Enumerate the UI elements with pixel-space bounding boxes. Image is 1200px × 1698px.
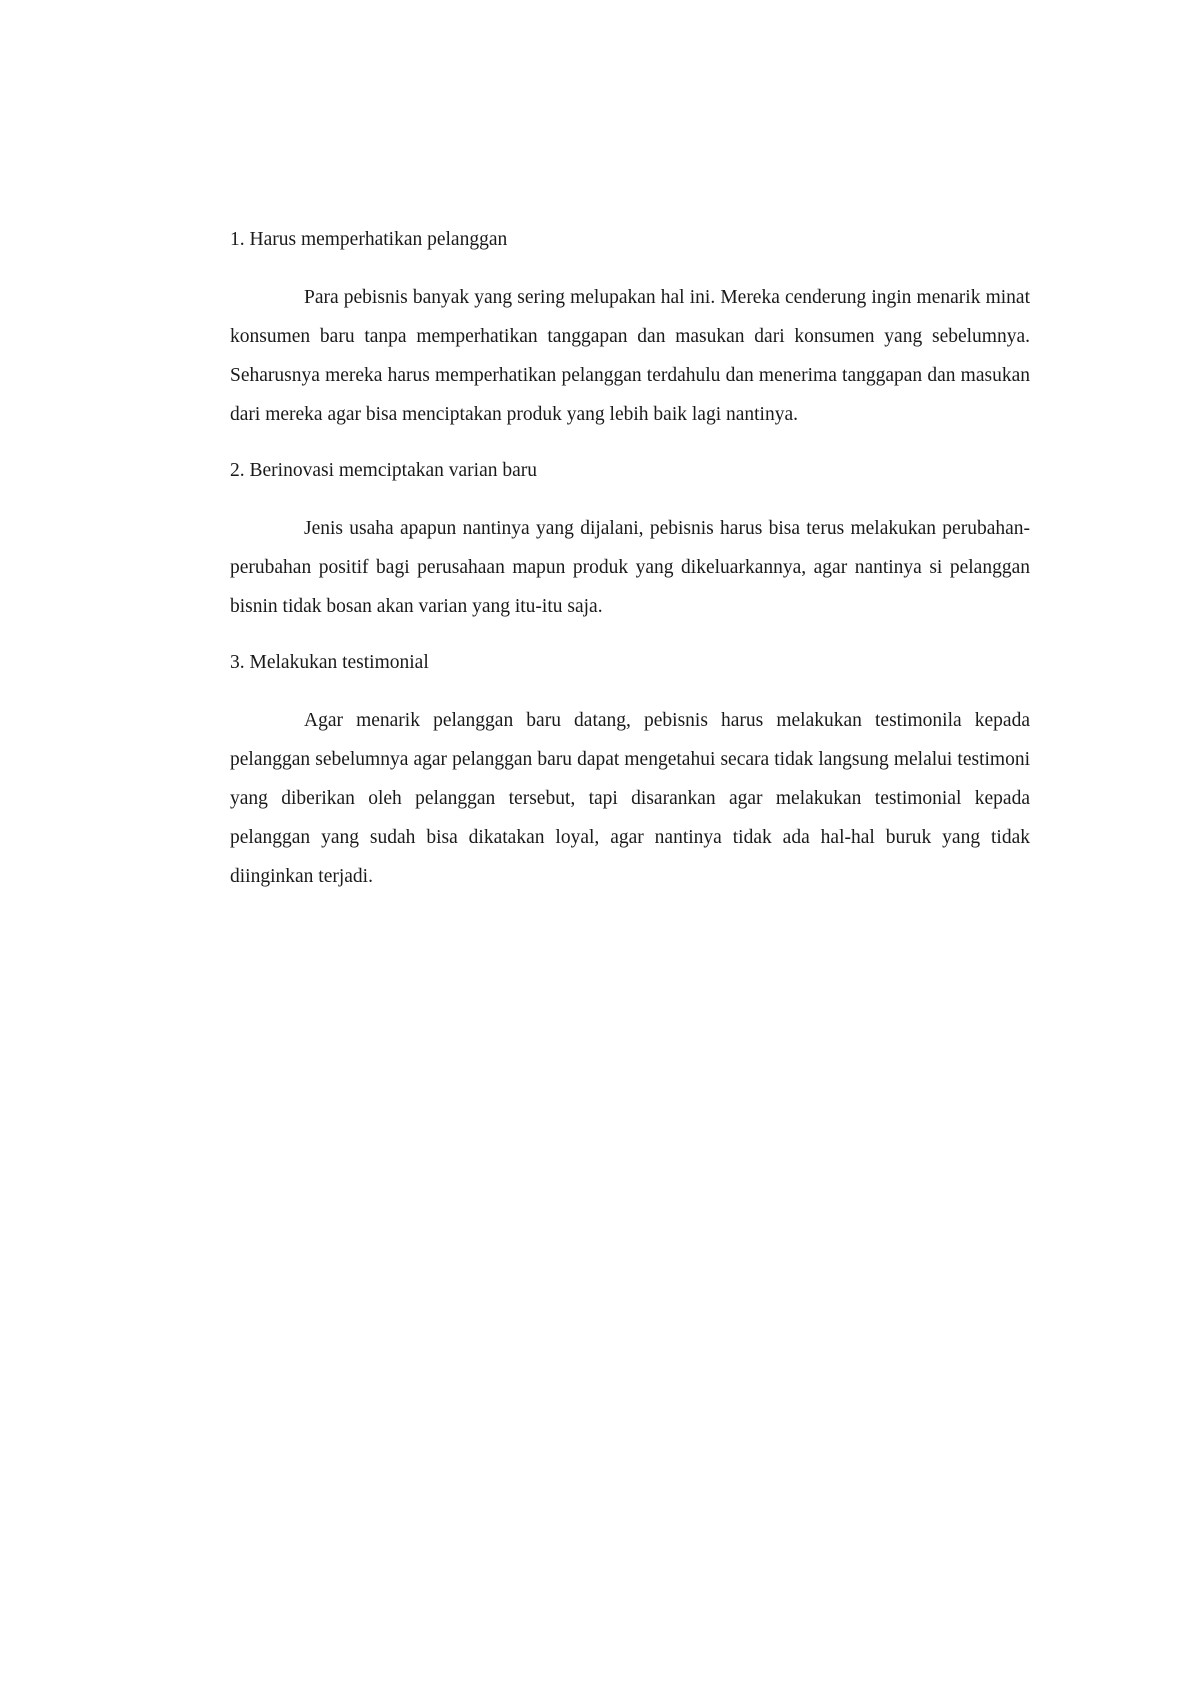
section-paragraph: Jenis usaha apapun nantinya yang dijalani, pebisnis harus bisa terus melakukan perubahan-perubahan positif bagi perusahaan mapun produk yang dikeluarkannya, agar nantinya si pelanggan bisnin tidak bosan akan varian yang itu-itu saja. xyxy=(230,518,1030,617)
section-1 xyxy=(230,220,1030,434)
section-heading: 1. Harus memperhatikan pelanggan xyxy=(230,229,508,250)
section-heading: 3. Melakukan testimonial xyxy=(230,652,429,673)
section-3 xyxy=(230,643,1030,896)
section-2 xyxy=(230,451,1030,626)
section-heading: 2. Berinovasi memciptakan varian baru xyxy=(230,460,538,481)
document-page xyxy=(230,220,1030,913)
section-paragraph: Agar menarik pelanggan baru datang, pebisnis harus melakukan testimonila kepada pelanggan sebelumnya agar pelanggan baru dapat mengetahui secara tidak langsung melalui testimoni yang diberikan oleh pelanggan tersebut, tapi disarankan agar melakukan testimonial kepada pelanggan yang sudah bisa dikatakan loyal, agar nantinya tidak ada hal-hal buruk yang tidak diinginkan terjadi. xyxy=(230,710,1030,887)
section-paragraph: Para pebisnis banyak yang sering melupakan hal ini. Mereka cenderung ingin menarik minat konsumen baru tanpa memperhatikan tanggapan dan masukan dari konsumen yang sebelumnya. Seharusnya mereka harus memperhatikan pelanggan terdahulu dan menerima tanggapan dan masukan dari mereka agar bisa menciptakan produk yang lebih baik lagi nantinya. xyxy=(230,287,1030,425)
